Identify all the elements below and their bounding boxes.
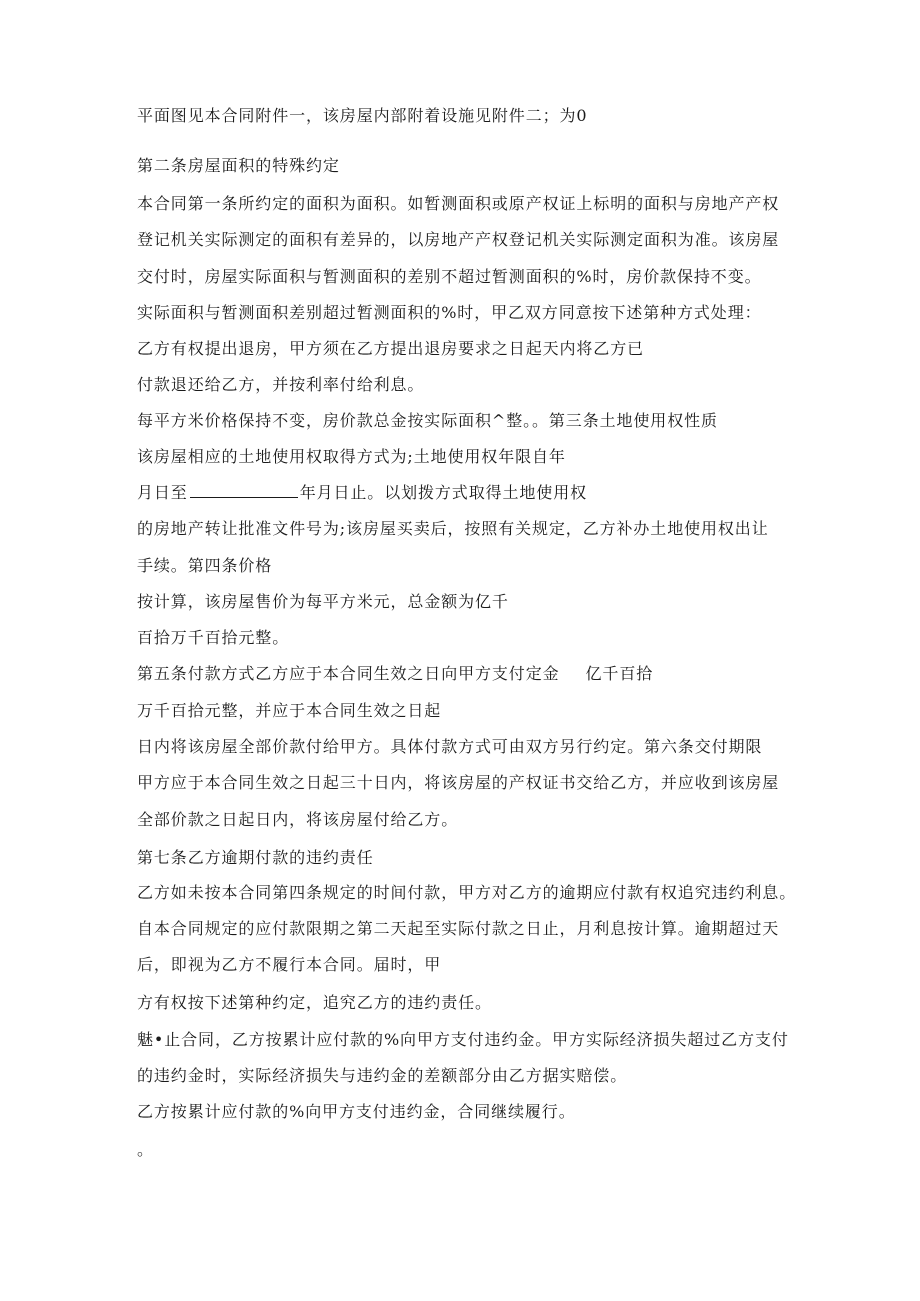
text-line-13: 手续。第四条价格 [137, 556, 273, 575]
blank-line-after: 年月日止。以划拨方式取得土地使用权 [299, 483, 588, 502]
text-line-8: 付款退还给乙方，并按利率付给利息。 [137, 375, 425, 394]
gap-line-before: 第五条付款方式乙方应于本合同生效之日向甲方支付定金 [137, 664, 560, 683]
section-heading-article-7: 第七条乙方逾期付款的违约责任 [137, 848, 374, 867]
text-line-27: 的违约金时，实际经济损失与违约金的差额部分由乙方据实赔偿。 [137, 1066, 628, 1085]
text-line-6: 实际面积与暂测面积差别超过暂测面积的%时，甲乙双方同意按下述第种方式处理： [137, 303, 762, 322]
text-line-4: 登记机关实际测定的面积有差异的，以房地产产权登记机关实际测定面积为准。该房屋 [137, 230, 780, 249]
text-line-24: 后，即视为乙方不履行本合同。届时，甲 [137, 955, 442, 974]
fill-in-blank [190, 483, 298, 498]
text-line-12: 的房地产转让批准文件号为;该房屋买卖后，按照有关规定，乙方补办土地使用权出让 [137, 519, 769, 538]
text-line-blank [137, 483, 587, 503]
text-line-15: 百拾万千百拾元整。 [137, 628, 290, 647]
text-line-17: 万千百拾元整，并应于本合同生效之日起 [137, 701, 442, 720]
text-line-3: 本合同第一条所约定的面积为面积。如暂测面积或原产权证上标明的面积与房地产产权 [137, 194, 780, 213]
text-line-gap [137, 664, 653, 684]
text-line-23: 自本合同规定的应付款限期之第二天起至实际付款之日止，月利息按计算。逾期超过天 [137, 919, 780, 938]
text-line-22: 乙方如未按本合同第四条规定的时间付款，甲方对乙方的逾期应付款有权追究违约利息。 [137, 883, 797, 902]
text-line-20: 全部价款之日起日内，将该房屋付给乙方。 [137, 810, 459, 829]
blank-line-before: 月日至 [137, 483, 188, 502]
text-line-25: 方有权按下述第种约定，追究乙方的违约责任。 [137, 993, 492, 1012]
text-line-9: 每平方米价格保持不变，房价款总金按实际面积^整。。第三条土地使用权性质 [137, 411, 718, 430]
text-line-14: 按计算，该房屋售价为每平方米元，总金额为亿千 [137, 592, 509, 611]
text-line-7: 乙方有权提出退房，甲方须在乙方提出退房要求之日起天内将乙方已 [137, 339, 645, 358]
text-line-5: 交付时，房屋实际面积与暂测面积的差别不超过暂测面积的%时，房价款保持不变。 [137, 267, 762, 286]
section-heading-article-2: 第二条房屋面积的特殊约定 [137, 156, 340, 175]
text-line-10: 该房屋相应的土地使用权取得方式为;土地使用权年限自年 [137, 447, 566, 466]
text-line-26: 魅•止合同，乙方按累计应付款的%向甲方支付违约金。甲方实际经济损失超过乙方支付 [137, 1030, 789, 1049]
text-line-19: 甲方应于本合同生效之日起三十日内，将该房屋的产权证书交给乙方，并应收到该房屋 [137, 773, 780, 792]
text-line-28: 乙方按累计应付款的%向甲方支付违约金，合同继续履行。 [137, 1102, 576, 1121]
text-line-18: 日内将该房屋全部价款付给甲方。具体付款方式可由双方另行约定。第六条交付期限 [137, 737, 763, 756]
gap-line-after: 亿千百拾 [585, 664, 654, 683]
text-line-29: 。 [137, 1140, 154, 1159]
text-line-1: 平面图见本合同附件一，该房屋内部附着设施见附件二；为0 [137, 106, 588, 125]
